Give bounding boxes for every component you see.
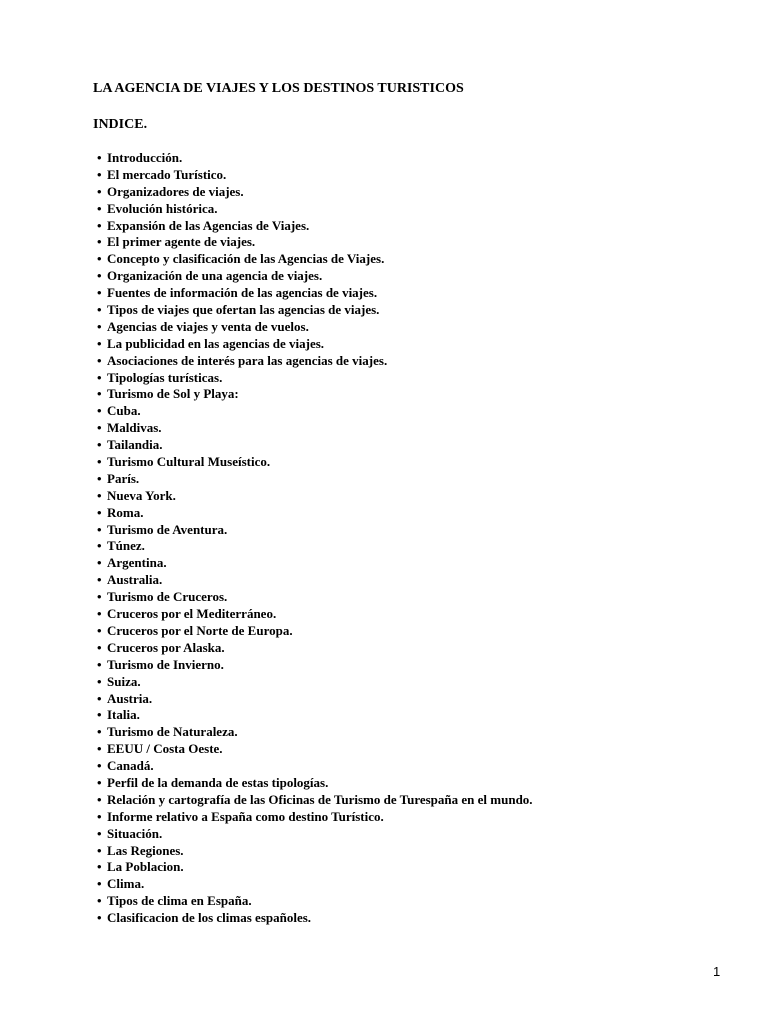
toc-item-label: La publicidad en las agencias de viajes.: [107, 335, 325, 351]
bullet-icon: •: [97, 234, 102, 250]
document-title: LA AGENCIA DE VIAJES Y LOS DESTINOS TURISTICOS: [93, 81, 464, 96]
bullet-icon: •: [97, 470, 102, 486]
bullet-icon: •: [97, 808, 102, 824]
toc-item: [97, 150, 533, 167]
toc-item: [97, 184, 533, 201]
bullet-icon: •: [97, 758, 102, 774]
toc-item: [97, 471, 533, 488]
toc-item: [97, 336, 533, 353]
toc-item-label: Evolución histórica.: [107, 200, 218, 216]
bullet-icon: •: [97, 572, 102, 588]
toc-item-label: Austria.: [107, 690, 153, 706]
toc-item: [97, 589, 533, 606]
bullet-icon: •: [97, 538, 102, 554]
toc-item: [97, 420, 533, 437]
bullet-icon: •: [97, 741, 102, 757]
toc-item: [97, 775, 533, 792]
toc-item-label: Turismo de Cruceros.: [107, 589, 228, 605]
toc-item-label: Turismo de Naturaleza.: [107, 724, 238, 740]
bullet-icon: •: [97, 487, 102, 503]
toc-item-label: Clima.: [107, 876, 145, 892]
toc-item: [97, 893, 533, 910]
bullet-icon: •: [97, 690, 102, 706]
bullet-icon: •: [97, 622, 102, 638]
toc-item-label: La Poblacion.: [107, 859, 184, 875]
bullet-icon: •: [97, 335, 102, 351]
bullet-icon: •: [97, 166, 102, 182]
toc-item-label: Tipos de viajes que ofertan las agencias de viajes.: [107, 302, 380, 318]
toc-item-label: Agencias de viajes y venta de vuelos.: [107, 318, 309, 334]
bullet-icon: •: [97, 251, 102, 267]
toc-item-label: Introducción.: [107, 150, 183, 165]
toc-item-label: Asociaciones de interés para las agencias de viajes.: [107, 352, 388, 368]
toc-item: [97, 302, 533, 319]
toc-item-label: Argentina.: [107, 555, 167, 571]
toc-item-label: Maldivas.: [107, 420, 162, 436]
toc-item-label: Expansión de las Agencias de Viajes.: [107, 217, 310, 233]
toc-item: [97, 674, 533, 691]
bullet-icon: •: [97, 876, 102, 892]
toc-item-label: Cruceros por el Mediterráneo.: [107, 606, 277, 622]
toc-item-label: Perfil de la demanda de estas tipologías.: [107, 774, 329, 790]
bullet-icon: •: [97, 150, 102, 165]
bullet-icon: •: [97, 217, 102, 233]
toc-item: [97, 201, 533, 218]
toc-item-label: Italia.: [107, 707, 140, 723]
toc-item: [97, 234, 533, 251]
toc-item: [97, 437, 533, 454]
bullet-icon: •: [97, 842, 102, 858]
toc-item-label: Tipos de clima en España.: [107, 893, 252, 909]
toc-item-label: Las Regiones.: [107, 842, 184, 858]
bullet-icon: •: [97, 302, 102, 318]
toc-item: [97, 454, 533, 471]
toc-item-label: Suiza.: [107, 673, 141, 689]
toc-item: [97, 792, 533, 809]
toc-item: [97, 505, 533, 522]
toc-item: [97, 843, 533, 860]
toc-item-label: Fuentes de información de las agencias de viajes.: [107, 285, 378, 301]
toc-item: [97, 251, 533, 268]
toc-item: [97, 522, 533, 539]
toc-item-label: Relación y cartografía de las Oficinas de Turismo de Turespaña en el mundo.: [107, 791, 533, 807]
toc-item: [97, 724, 533, 741]
bullet-icon: •: [97, 673, 102, 689]
bullet-icon: •: [97, 504, 102, 520]
toc-item-label: El mercado Turístico.: [107, 166, 227, 182]
bullet-icon: •: [97, 318, 102, 334]
toc-item-label: Tipologías turísticas.: [107, 369, 223, 385]
toc-item-label: París.: [107, 470, 140, 486]
table-of-contents: [97, 150, 533, 927]
toc-item: [97, 876, 533, 893]
bullet-icon: •: [97, 606, 102, 622]
page-number: 1: [713, 964, 721, 979]
toc-item-label: Organizadores de viajes.: [107, 183, 244, 199]
toc-item: [97, 370, 533, 387]
bullet-icon: •: [97, 910, 102, 926]
bullet-icon: •: [97, 555, 102, 571]
bullet-icon: •: [97, 200, 102, 216]
toc-item: [97, 353, 533, 370]
toc-item-label: Cruceros por Alaska.: [107, 639, 225, 655]
toc-item-label: Cuba.: [107, 403, 141, 419]
toc-item-label: Organización de una agencia de viajes.: [107, 268, 323, 284]
bullet-icon: •: [97, 639, 102, 655]
toc-item: [97, 488, 533, 505]
toc-item-label: Situación.: [107, 825, 163, 841]
toc-item: [97, 319, 533, 336]
toc-item: [97, 707, 533, 724]
toc-item-label: Canadá.: [107, 758, 154, 774]
toc-item: [97, 572, 533, 589]
bullet-icon: •: [97, 707, 102, 723]
toc-item: [97, 640, 533, 657]
index-heading: INDICE.: [93, 117, 148, 132]
toc-item: [97, 403, 533, 420]
toc-item: [97, 910, 533, 927]
toc-item: [97, 741, 533, 758]
bullet-icon: •: [97, 454, 102, 470]
toc-item: [97, 826, 533, 843]
toc-item: [97, 268, 533, 285]
toc-item-label: Concepto y clasificación de las Agencias de Viajes.: [107, 251, 385, 267]
bullet-icon: •: [97, 352, 102, 368]
toc-item-label: Clasificacion de los climas españoles.: [107, 910, 312, 926]
toc-item: [97, 606, 533, 623]
toc-item: [97, 555, 533, 572]
bullet-icon: •: [97, 386, 102, 402]
bullet-icon: •: [97, 774, 102, 790]
toc-item: [97, 657, 533, 674]
toc-item-label: Roma.: [107, 504, 144, 520]
bullet-icon: •: [97, 589, 102, 605]
toc-item: [97, 691, 533, 708]
toc-item-label: Turismo de Invierno.: [107, 656, 224, 672]
bullet-icon: •: [97, 369, 102, 385]
bullet-icon: •: [97, 420, 102, 436]
toc-item-label: Turismo de Sol y Playa:: [107, 386, 239, 402]
bullet-icon: •: [97, 183, 102, 199]
toc-item-label: Cruceros por el Norte de Europa.: [107, 622, 293, 638]
toc-item: [97, 859, 533, 876]
toc-item-label: El primer agente de viajes.: [107, 234, 256, 250]
toc-item-label: Australia.: [107, 572, 163, 588]
toc-item: [97, 758, 533, 775]
toc-item-label: Tailandia.: [107, 437, 163, 453]
toc-item: [97, 386, 533, 403]
bullet-icon: •: [97, 791, 102, 807]
bullet-icon: •: [97, 268, 102, 284]
bullet-icon: •: [97, 724, 102, 740]
toc-item: [97, 538, 533, 555]
toc-item-label: Nueva York.: [107, 487, 176, 503]
toc-item: [97, 623, 533, 640]
bullet-icon: •: [97, 859, 102, 875]
toc-item-label: Turismo de Aventura.: [107, 521, 228, 537]
bullet-icon: •: [97, 521, 102, 537]
bullet-icon: •: [97, 437, 102, 453]
toc-item-label: EEUU / Costa Oeste.: [107, 741, 223, 757]
toc-item: [97, 285, 533, 302]
toc-item: [97, 218, 533, 235]
bullet-icon: •: [97, 403, 102, 419]
toc-item-label: Turismo Cultural Museístico.: [107, 454, 271, 470]
bullet-icon: •: [97, 656, 102, 672]
bullet-icon: •: [97, 893, 102, 909]
bullet-icon: •: [97, 285, 102, 301]
toc-item-label: Informe relativo a España como destino Turístico.: [107, 808, 384, 824]
bullet-icon: •: [97, 825, 102, 841]
toc-item: [97, 809, 533, 826]
toc-item: [97, 167, 533, 184]
toc-item-label: Túnez.: [107, 538, 145, 554]
